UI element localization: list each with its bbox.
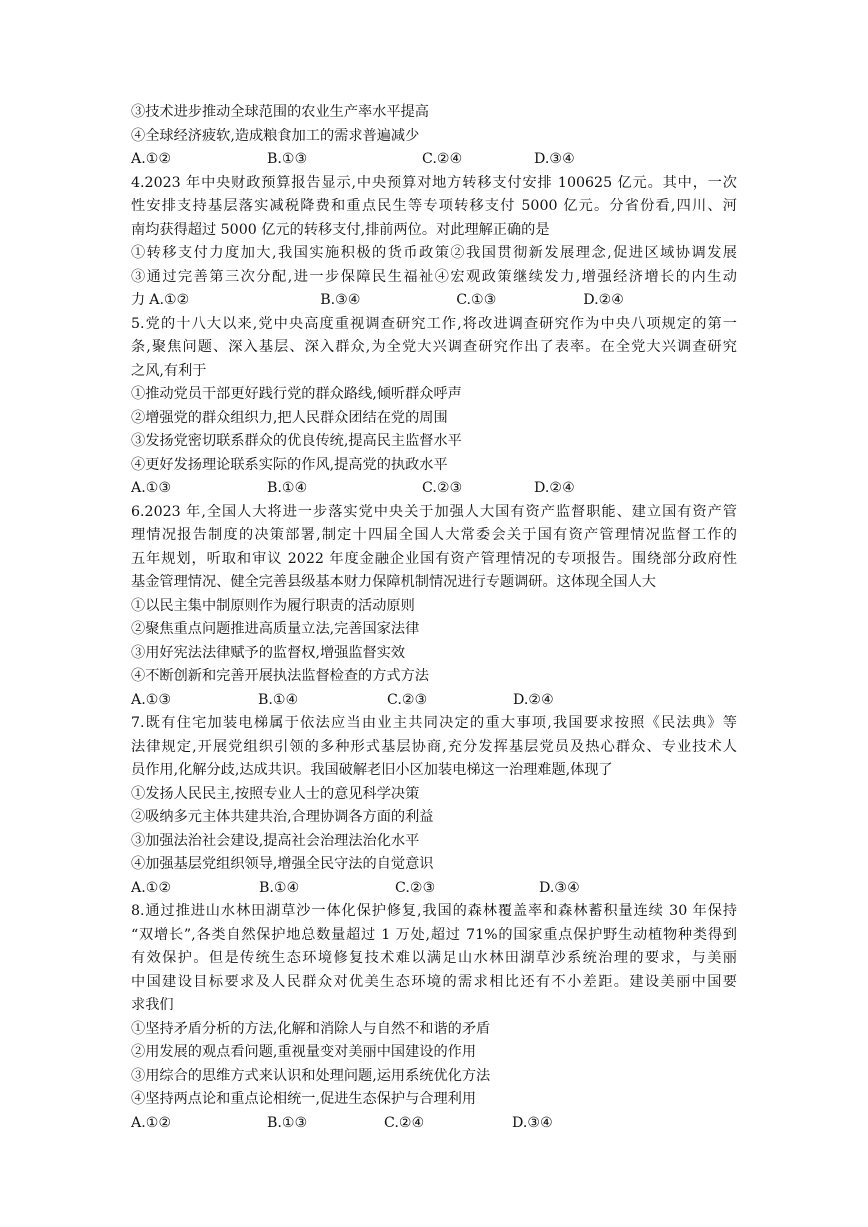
q7-statement-3: ③加强法治社会建设,提高社会治理法治化水平 (131, 832, 420, 849)
q4-options (131, 289, 737, 313)
q4-option-d: D.②④ (583, 292, 625, 308)
q8-option-b: B.①③ (267, 1114, 308, 1131)
q7-stem-line-1: 7.既有住宅加装电梯属于依法应当由业主共同决定的重大事项,我国要求按照《民法典》等 (131, 715, 737, 731)
q5-options (131, 477, 737, 501)
q4-stem-line-3: 南均获得超过 5000 亿元的转移支付,排前两位。对此理解正确的是 (131, 221, 550, 238)
q3-statement-3: ③技术进步推动全球范围的农业生产率水平提高 (131, 104, 429, 120)
q6-option-d: D.②④ (513, 691, 554, 708)
q5-stem-line-1: 5.党的十八大以来,党中央高度重视调查研究工作,将改进调查研究作为中央八项规定的第一 (131, 315, 737, 332)
q8-stem-line-1: 8.通过推进山水林田湖草沙一体化保护修复,我国的森林覆盖率和森林蓄积量连续 30 年保持 (131, 903, 737, 919)
q7-option-c: C.②③ (395, 879, 436, 896)
q8-option-a: A.①② (131, 1114, 172, 1131)
q6-option-b: B.①④ (258, 691, 299, 708)
q6-statement-4: ④不断创新和完善开展执法监督检查的方式方法 (131, 668, 429, 684)
q7-statement-1: ①发扬人民民主,按照专业人士的意见科学决策 (131, 785, 420, 802)
q6-options (131, 689, 737, 713)
q4-statements-line-1: ①转移支付力度加大,我国实施积极的货币政策②我国贯彻新发展理念,促进区域协调发展 (131, 245, 737, 261)
q3-option-d: D.③④ (534, 151, 575, 167)
q8-statement-1: ①坚持矛盾分析的方法,化解和消除人与自然不和谐的矛盾 (131, 1020, 491, 1037)
q6-stem-line-4: 基金管理情况、健全完善县级基本财力保障机制情况进行专题调研。这体现全国人大 (131, 574, 656, 590)
q8-stem-line-5: 求我们 (131, 997, 174, 1013)
q3-option-c: C.②④ (422, 151, 463, 167)
q4-option-c: C.①③ (456, 292, 497, 308)
q3-option-a: A.①② (131, 151, 172, 167)
q4-statement-continuation: 力 (131, 292, 146, 308)
q5-statement-1: ①推动党员干部更好践行党的群众路线,倾听群众呼声 (131, 386, 462, 402)
q7-option-a: A.①② (131, 879, 172, 896)
q5-statement-3: ③发扬党密切联系群众的优良传统,提高民主监督水平 (131, 433, 462, 449)
q6-stem-line-2: 理情况报告制度的决策部署,制定十四届全国人大常委会关于国有资产管理情况监督工作的 (131, 527, 737, 543)
q7-stem-line-2: 法律规定,开展党组织引领的多种形式基层协商,充分发挥基层党员及热心群众、专业技术人 (131, 738, 737, 755)
q6-stem-line-1: 6.2023 年,全国人大将进一步落实党中央关于加强人大国有资产监督职能、建立国有资产管 (131, 503, 737, 520)
q6-statement-1: ①以民主集中制原则作为履行职责的活动原则 (131, 597, 415, 614)
q4-stem-line-2: 性安排支持基层落实减税降费和重点民生等专项转移支付 5000 亿元。分省份看,四川、河 (131, 198, 737, 214)
q7-option-d: D.③④ (539, 879, 580, 896)
q6-stem-line-3: 五年规划，听取和审议 2022 年度金融企业国有资产管理情况的专项报告。围绕部分政府性 (131, 550, 737, 567)
q7-statement-4: ④加强基层党组织领导,增强全民守法的自觉意识 (131, 856, 434, 872)
q6-statement-2: ②聚焦重点问题推进高质量立法,完善国家法律 (131, 621, 420, 637)
q5-option-d: D.②④ (534, 480, 575, 496)
q5-stem-line-2: 条,聚焦问题、深入基层、深入群众,为全党大兴调查研究作出了表率。在全党大兴调查研究 (131, 339, 737, 355)
q5-statement-4: ④更好发扬理论联系实际的作风,提高党的执政水平 (131, 456, 448, 473)
q8-stem-line-4: 中国建设目标要求及人民群众对优美生态环境的需求相比还有不小差距。建设美丽中国要 (131, 973, 737, 990)
q5-option-a: A.①③ (131, 480, 172, 496)
q8-stem-line-3: 有效保护。但是传统生态环境修复技术难以满足山水林田湖草沙系统治理的要求，与美丽 (131, 950, 737, 966)
q7-option-b: B.①④ (259, 879, 300, 896)
q7-statement-2: ②吸纳多元主体共建共治,合理协调各方面的利益 (131, 809, 434, 825)
q8-statement-2: ②用发展的观点看问题,重视量变对美丽中国建设的作用 (131, 1044, 477, 1060)
q5-option-b: B.①④ (267, 480, 308, 496)
q3-statement-4: ④全球经济疲软,造成粮食加工的需求普遍减少 (131, 127, 420, 144)
q5-stem-line-3: 之风,有利于 (131, 362, 207, 379)
q6-option-a: A.①③ (131, 691, 172, 708)
q3-option-b: B.①③ (267, 151, 308, 167)
q8-statement-3: ③用综合的思维方式来认识和处理问题,运用系统优化方法 (131, 1067, 491, 1084)
q8-stem-line-2: “双增长”,各类自然保护地总数量超过 1 万处,超过 71%的国家重点保护野生动植物种类得到 (131, 926, 737, 943)
q5-statement-2: ②增强党的群众组织力,把人民群众团结在党的周围 (131, 409, 448, 426)
q4-option-a: A.①② (149, 292, 190, 308)
q6-option-c: C.②③ (387, 691, 428, 708)
q7-stem-line-3: 员作用,化解分歧,达成共识。我国破解老旧小区加装电梯这一治理难题,体现了 (131, 762, 613, 778)
q4-option-b: B.③④ (320, 292, 361, 308)
q4-stem-line-1: 4.2023 年中央财政预算报告显示,中央预算对地方转移支付安排 100625 亿元。其中，一次 (131, 174, 737, 191)
q8-option-c: C.②④ (384, 1114, 425, 1131)
q4-statements-line-2: ③通过完善第三次分配,进一步保障民生福祉④宏观政策继续发力,增强经济增长的内生动 (131, 268, 737, 285)
q6-statement-3: ③用好宪法法律赋予的监督权,增强监督实效 (131, 644, 406, 661)
q8-statement-4: ④坚持两点论和重点论相统一,促进生态保护与合理利用 (131, 1091, 477, 1107)
q8-option-d: D.③④ (512, 1114, 553, 1131)
q8-options (131, 1112, 737, 1136)
q3-options (131, 148, 737, 172)
q7-options (131, 877, 737, 901)
exam-page (131, 101, 737, 1135)
q5-option-c: C.②③ (422, 480, 463, 496)
